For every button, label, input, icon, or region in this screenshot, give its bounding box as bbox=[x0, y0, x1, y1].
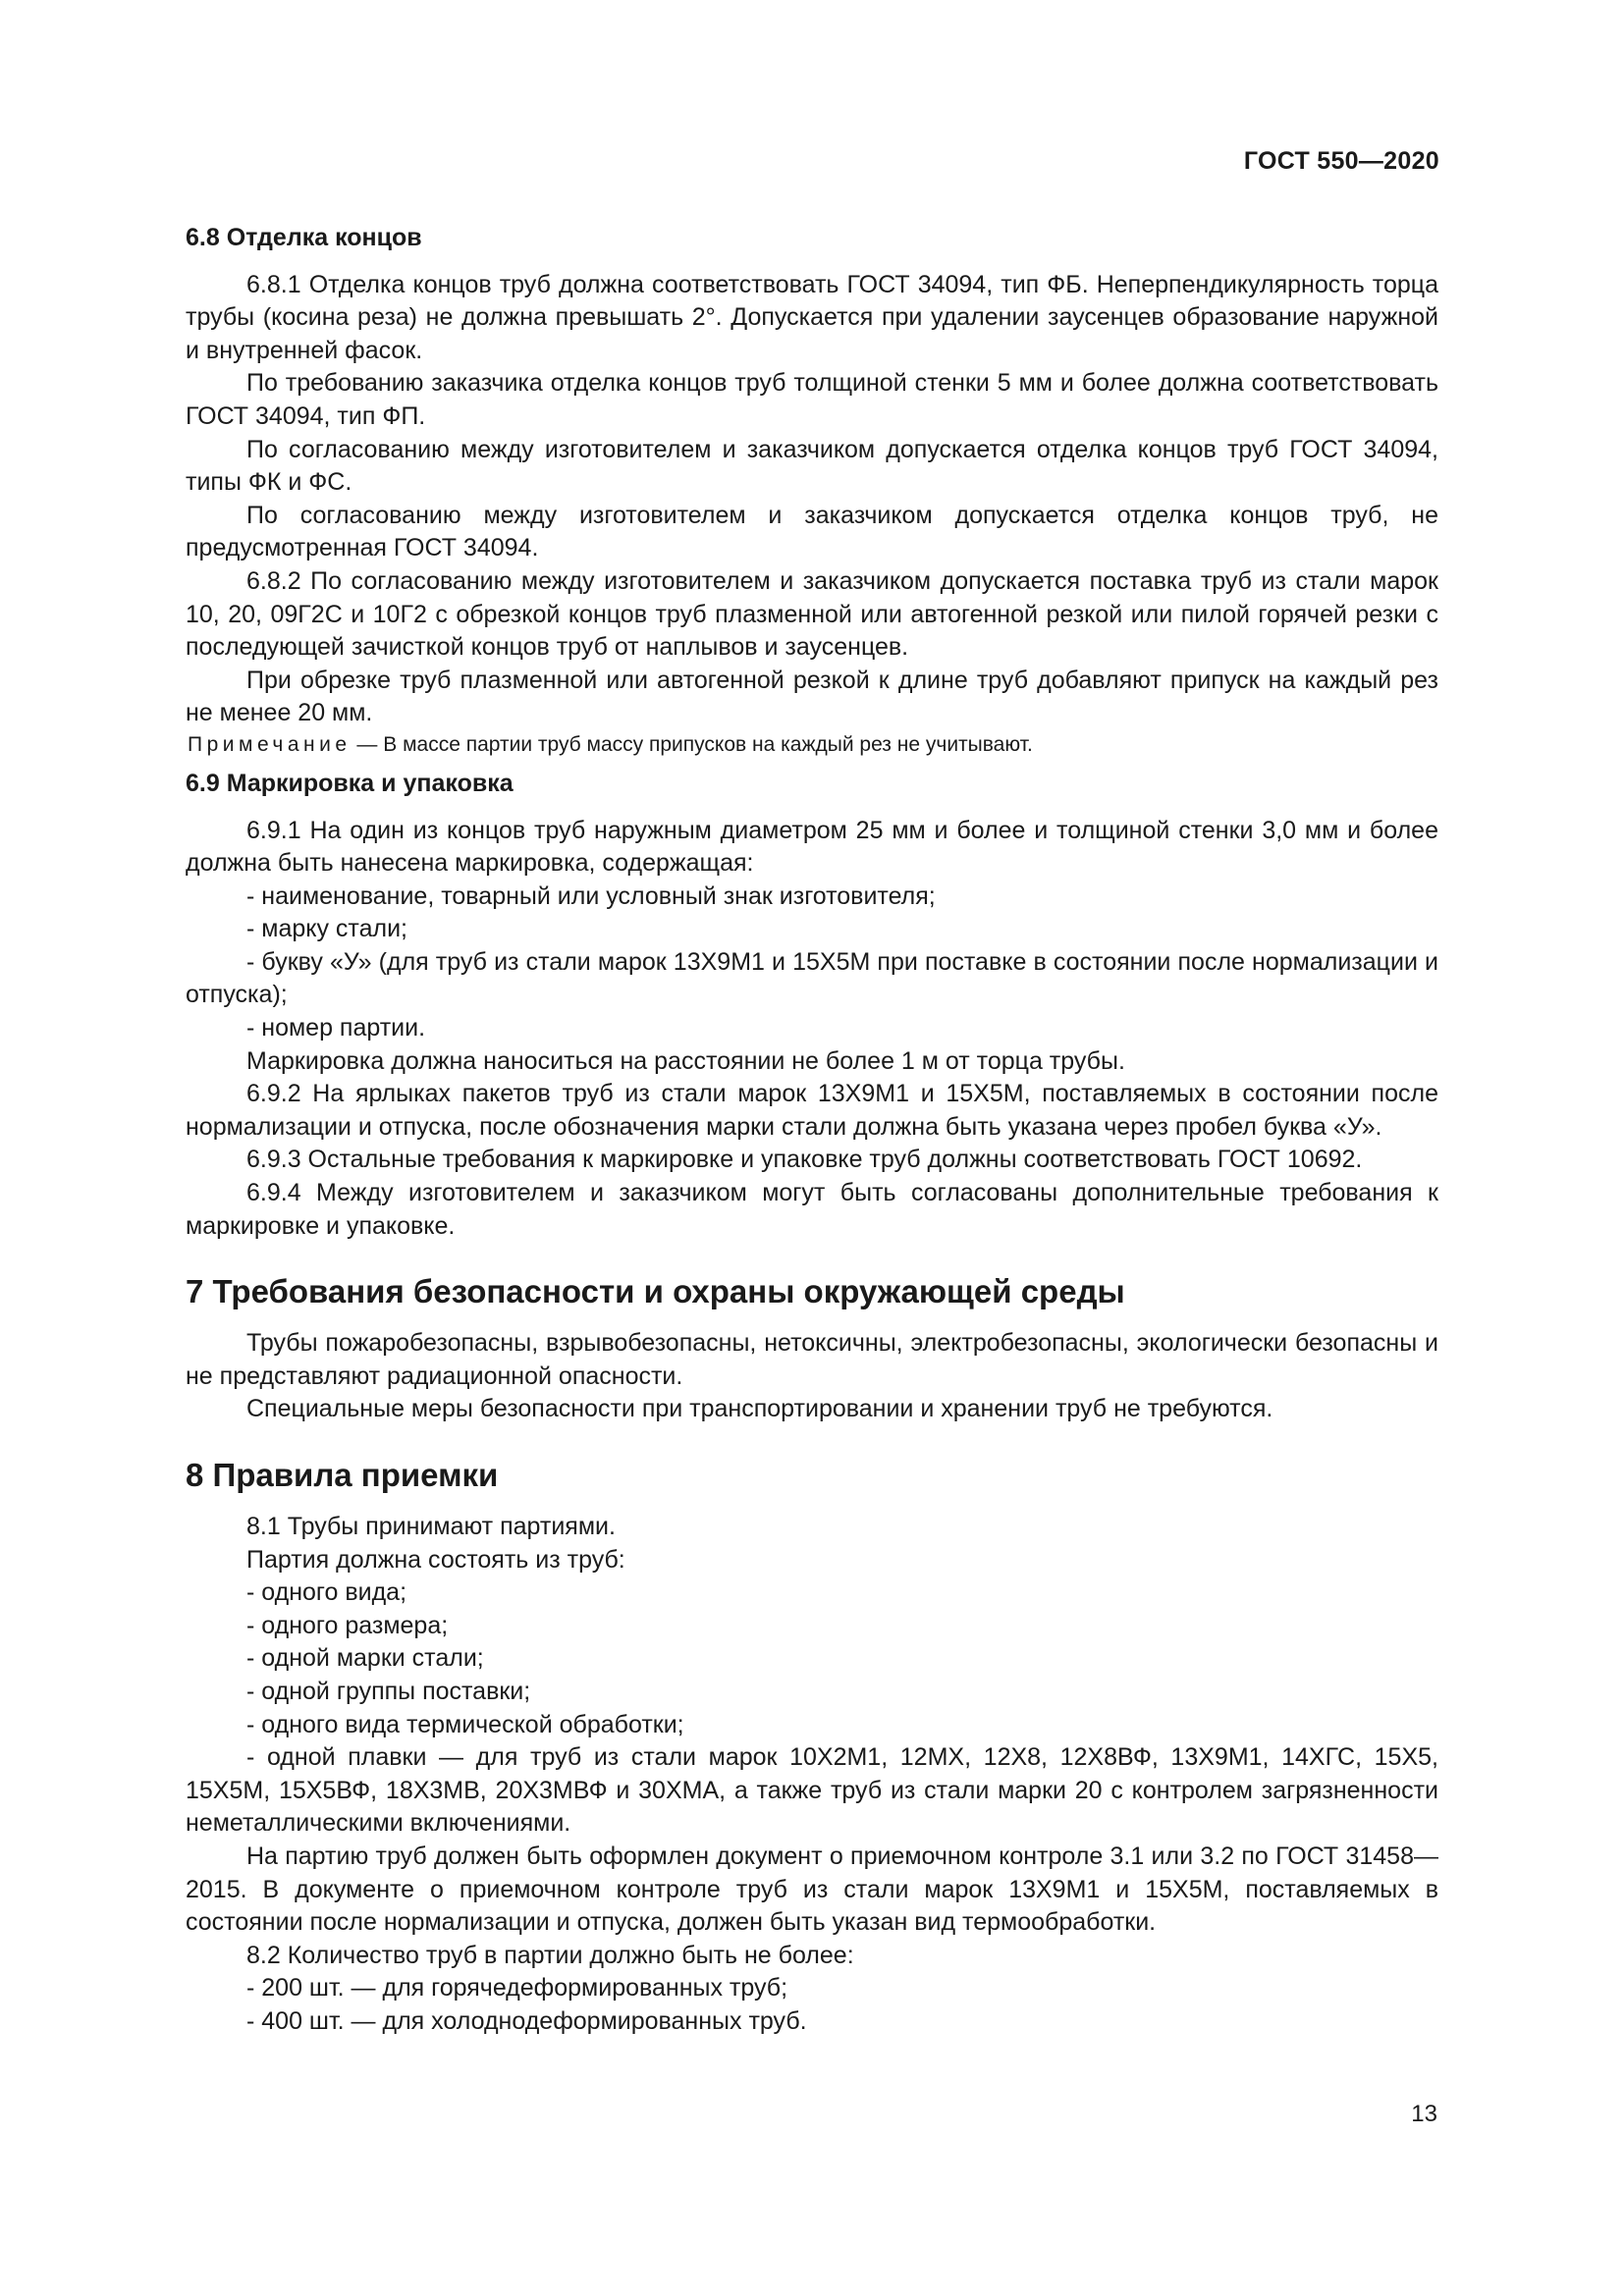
note-label: Примечание bbox=[188, 732, 352, 756]
paragraph-8-2: 8.2 Количество труб в партии должно быть не более: bbox=[246, 1941, 854, 1969]
paragraph-6-8-2: 6.8.2 По согласованию между изготовителем и заказчиком допускается поставка труб из стали марок 10, 20, 09Г2С и 10Г2 с обрезкой концов труб плазменной или автогенной резкой или пилой горячей резки с последующей зачисткой концов труб от наплывов и заусенцев. bbox=[186, 566, 1438, 662]
paragraph-6-9-3: 6.9.3 Остальные требования к маркировке и упаковке труб должны соответствовать ГОСТ 10692. bbox=[246, 1146, 1363, 1174]
paragraph-6-8-req: По требованию заказчика отделка концов труб толщиной стенки 5 мм и более должна соответствовать ГОСТ 34094, тип ФП. bbox=[186, 369, 1438, 430]
section-heading-7: 7 Требования безопасности и охраны окружающей среды bbox=[186, 1273, 1125, 1310]
paragraph-marking-distance: Маркировка должна наноситься на расстоянии не более 1 м от торца трубы. bbox=[246, 1046, 1125, 1075]
subsection-heading-6-8: 6.8 Отделка концов bbox=[186, 224, 422, 251]
page-content bbox=[186, 222, 1438, 2039]
paragraph-8-document: На партию труб должен быть оформлен документ о приемочном контроле 3.1 или 3.2 по ГОСТ 31458—2015. В документе о приемочном контроле труб из стали марок 13Х9М1 и 15Х5М, поставляемых в состоянии после нормализации и отпуска, должен быть указан вид термообработки. bbox=[186, 1842, 1438, 1937]
paragraph-6-9-4: 6.9.4 Между изготовителем и заказчиком могут быть согласованы дополнительные требования к маркировке и упаковке. bbox=[186, 1179, 1438, 1240]
section-heading-8: 8 Правила приемки bbox=[186, 1457, 499, 1493]
list-item: - наименование, товарный или условный знак изготовителя; bbox=[246, 881, 936, 910]
page-number: 13 bbox=[1411, 2101, 1437, 2127]
subsection-heading-6-9: 6.9 Маркировка и упаковка bbox=[186, 769, 514, 797]
paragraph-7-2: Специальные меры безопасности при транспортировании и хранении труб не требуются. bbox=[246, 1395, 1273, 1423]
note bbox=[186, 730, 1438, 760]
paragraph-6-9-2: 6.9.2 На ярлыках пакетов труб из стали марок 13Х9М1 и 15Х5М, поставляемых в состоянии после нормализации и отпуска, после обозначения марки стали должна быть указана через пробел буква «У». bbox=[186, 1080, 1438, 1141]
list-item: - одной группы поставки; bbox=[246, 1677, 531, 1705]
list-item: - номер партии. bbox=[246, 1014, 426, 1042]
list-item: - 200 шт. — для горячедеформированных труб; bbox=[246, 1974, 788, 2002]
note-text: — В массе партии труб массу припусков на каждый рез не учитывают. bbox=[351, 732, 1033, 756]
paragraph-6-9-1: 6.9.1 На один из концов труб наружным диаметром 25 мм и более и толщиной стенки 3,0 мм и более должна быть нанесена маркировка, содержащая: bbox=[186, 816, 1438, 878]
list-item: - одной марки стали; bbox=[246, 1644, 484, 1673]
list-item: - букву «У» (для труб из стали марок 13Х9М1 и 15Х5М при поставке в состоянии после нормализации и отпуска); bbox=[186, 947, 1438, 1009]
paragraph-6-8-1 bbox=[186, 269, 1438, 368]
list-item: - марку стали; bbox=[246, 915, 408, 943]
list-item: - одного размера; bbox=[246, 1611, 449, 1639]
paragraph-6-8-agreement-1: По согласованию между изготовителем и заказчиком допускается отделка концов труб ГОСТ 34094, типы ФК и ФС. bbox=[186, 435, 1438, 497]
document-code: ГОСТ 550—2020 bbox=[1243, 147, 1439, 175]
paragraph-7-1: Трубы пожаробезопасны, взрывобезопасны, нетоксичны, электробезопасны, экологически безопасны и не представляют радиационной опасности. bbox=[186, 1329, 1438, 1390]
list-item: - 400 шт. — для холоднодеформированных труб. bbox=[246, 2006, 807, 2035]
list-item: - одного вида; bbox=[246, 1578, 407, 1607]
paragraph-8-1: 8.1 Трубы принимают партиями. bbox=[246, 1513, 616, 1540]
paragraph-6-8-agreement-2: По согласованию между изготовителем и заказчиком допускается отделка концов труб, не предусмотренная ГОСТ 34094. bbox=[186, 501, 1438, 562]
paragraph-6-8-1-text: 6.8.1 Отделка концов труб должна соответствовать ГОСТ 34094, тип ФБ. Неперпендикулярность торца трубы (косина реза) не должна превышать 2°. Допускается при удалении заусенцев образование наружной и внутренней фасок. bbox=[186, 270, 1438, 364]
list-item: - одного вида термической обработки; bbox=[246, 1710, 684, 1738]
paragraph-6-8-cut: При обрезке труб плазменной или автогенной резкой к длине труб добавляют припуск на каждый рез не менее 20 мм. bbox=[186, 666, 1438, 727]
list-item: - одной плавки — для труб из стали марок 10Х2М1, 12МХ, 12Х8, 12Х8ВФ, 13Х9М1, 14ХГС, 15Х5, 15Х5М, 15Х5ВФ, 18Х3МВ, 20Х3МВФ и 30ХМА, а также труб из стали марки 20 с контролем загрязненности неметаллическими включениями. bbox=[186, 1743, 1438, 1838]
paragraph-8-batch: Партия должна состоять из труб: bbox=[246, 1545, 625, 1574]
